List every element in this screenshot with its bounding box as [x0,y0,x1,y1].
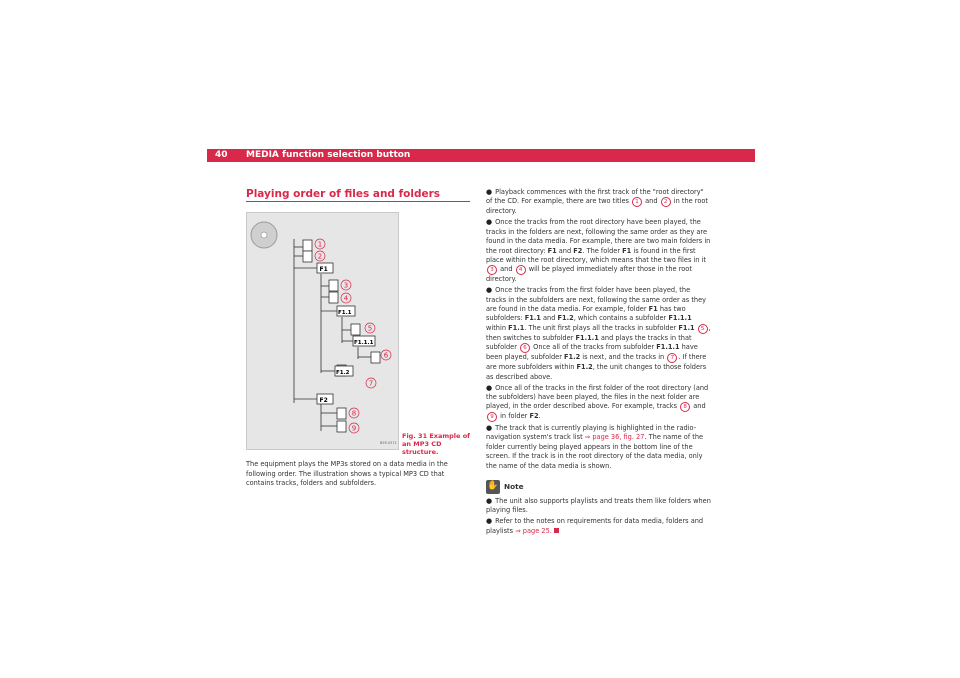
track-number-badge: 3 [487,265,497,275]
track-number-badge: 5 [698,324,708,334]
page-number: 40 [215,150,228,160]
track-number-badge: 6 [383,351,389,360]
track-number-badge: 7 [667,353,677,363]
bullet-dot: ● [486,423,493,432]
bullet-root-directory: ● Playback commences with the first track of the "root directory" of the CD. For example, there are two titles 1 and 2 in the root directory. [486,188,708,216]
track-number-badge: 8 [351,409,357,418]
track-number-badge: 2 [661,197,671,207]
folder-label: F2 [319,397,328,404]
figure-code: B5P-0371 [380,441,397,445]
folder-label: F1 [319,266,328,273]
bullet-dot: ● [486,496,493,505]
folder-label: F1.1 [338,310,352,316]
track-number-badge: 9 [351,424,357,433]
track-number-badge: 9 [487,412,497,422]
track-number-badge: 8 [680,402,690,412]
section-divider [246,201,470,202]
file-icon [337,421,346,432]
note-item-requirements: ● Refer to the notes on requirements for data media, folders and playlists ⇒ page 25. [486,517,704,535]
bullet-dot: ● [486,286,493,295]
figure-mp3-structure [246,212,399,450]
intro-paragraph: The equipment plays the MP3s stored on a data media in the following order. The illustration shows a typical MP3 CD that contains tracks, folders and subfolders. [246,460,448,488]
file-icon [371,352,380,363]
note-hand-icon: ✋ [486,480,500,494]
track-number-badge: 3 [343,281,349,290]
bullet-track-highlight: ● The track that is currently playing is highlighted in the radio-navigation system's track list ⇒ page 36, fig. 27. The name of the folder currently being played appears in the bottom line of the screen. If the track is in the root directory of the data media, only the name of the data media is shown. [486,423,704,470]
bullet-folders: ● Once the tracks from the root directory have been played, the tracks in the folders are next, following the same order as they are found in the data media. For example, there are two main folders in the root directory: F1 and F2. The folder F1 is found in the first place within the root directory, which means that the two files in it 3 and 4 will be played immediately after those in the root directory. [486,218,711,284]
file-icon [329,280,338,291]
section-end-marker [554,528,559,533]
file-icon [351,324,360,335]
chapter-title: MEDIA function selection button [246,150,411,160]
file-icon [337,408,346,419]
bullet-dot: ● [486,218,493,227]
file-icon [329,292,338,303]
folder-label: F1.1.1 [354,340,374,346]
bullet-next-folder: ● Once all of the tracks in the first folder of the root directory (and the subfolders) have been played, the files in the next folder are played, in the order described above. For example, tracks 8 and 9 in folder F2. [486,383,709,421]
page-reference-link[interactable]: ⇒ page 25. [515,526,552,535]
track-number-badge: 1 [632,197,642,207]
track-number-badge: 6 [520,343,530,353]
right-column [486,188,712,538]
figure-caption: Fig. 31 Example of an MP3 CD structure. [402,432,470,456]
section-title: Playing order of files and folders [246,188,441,200]
cd-icon [251,222,277,248]
track-number-badge: 5 [367,324,373,333]
page-reference-link[interactable]: ⇒ page 36, fig. 27 [584,433,645,442]
note-item-playlists: ● The unit also supports playlists and treats them like folders when playing files. [486,496,711,515]
track-number-badge: 4 [516,265,526,275]
track-number-badge: 7 [368,379,374,388]
bullet-dot: ● [486,188,493,196]
folder-label: F1.2 [336,370,350,376]
bullet-dot: ● [486,517,493,526]
track-number-badge: 2 [317,252,323,261]
bullet-dot: ● [486,383,493,392]
note-label: Note [504,482,524,492]
note-header [486,480,712,494]
file-icon [303,240,312,251]
track-number-badge: 1 [317,240,323,249]
folder-tree-diagram [247,213,398,449]
bullet-subfolders: ● Once the tracks from the first folder have been played, the tracks in the subfolders are next, following the same order as they are found in the data media. For example, folder F1 has two subfolders: F1.1 and F1.2, which contains a subfolder F1.1.1 within F1.1. The unit first plays all the tracks in subfolder F1.1 5 , then switches to subfolder F1.1.1 and plays the tracks in that subfolder 6 Once all of the tracks from subfolder F1.1.1 have been played, subfolder F1.2 is next, and the tracks in 7 . If there are more subfolders within F1.2, the unit changes to those folders as described above. [486,286,711,381]
track-number-badge: 4 [343,294,349,303]
file-icon [303,251,312,262]
